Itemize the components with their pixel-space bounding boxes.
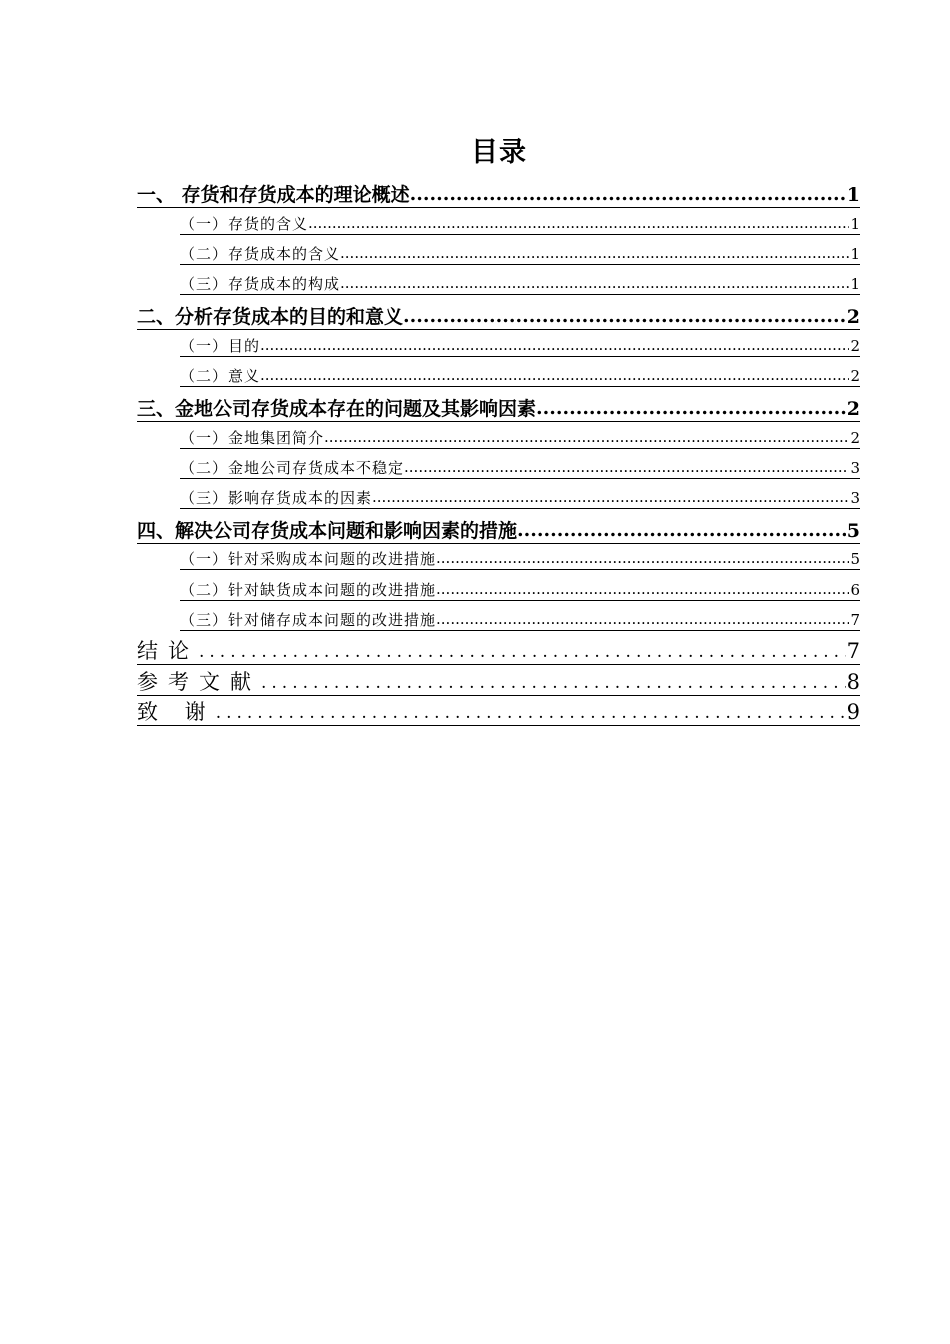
toc-entry-label: 结论 bbox=[137, 639, 199, 663]
toc-entry-label: （一）目的 bbox=[180, 337, 261, 355]
toc-entry[interactable] bbox=[180, 335, 860, 357]
toc-entry[interactable] bbox=[180, 457, 860, 479]
toc-entry-label: （一）存货的含义 bbox=[180, 215, 309, 233]
toc-dot-leader bbox=[410, 185, 846, 204]
toc-entry-label: （二）存货成本的含义 bbox=[180, 245, 341, 263]
toc-page-number: 8 bbox=[846, 670, 860, 694]
toc-entry-label: （二）意义 bbox=[180, 367, 261, 385]
toc-entry[interactable] bbox=[180, 213, 860, 235]
toc-entry[interactable] bbox=[180, 365, 860, 387]
toc-entry-label: （三）针对储存成本问题的改进措施 bbox=[180, 611, 437, 629]
toc-entry-label: 四、解决公司存货成本问题和影响因素的措施 bbox=[137, 520, 518, 542]
toc-dot-leader bbox=[340, 276, 849, 291]
toc-entry-label: （三）存货成本的构成 bbox=[180, 275, 341, 293]
toc-dot-leader bbox=[308, 216, 849, 231]
toc-dot-leader bbox=[517, 521, 846, 540]
page-title: 目录 bbox=[471, 137, 527, 168]
toc-page-number: 1 bbox=[846, 184, 860, 206]
toc-entry[interactable] bbox=[180, 609, 860, 631]
toc-entry-label: 参考文献 bbox=[137, 670, 261, 694]
toc-entry[interactable] bbox=[180, 487, 860, 509]
toc-dot-leader bbox=[260, 338, 849, 353]
toc-entry-label: （二）金地公司存货成本不稳定 bbox=[180, 459, 405, 477]
toc-dot-leader bbox=[403, 307, 846, 326]
toc-page-number: 1 bbox=[850, 245, 860, 263]
toc-entry-label: （一）金地集团简介 bbox=[180, 429, 325, 447]
toc-dot-leader bbox=[199, 644, 846, 661]
toc-page-number: 2 bbox=[850, 367, 860, 385]
toc-dot-leader bbox=[436, 551, 849, 566]
toc-entry[interactable] bbox=[137, 639, 860, 665]
toc-page-number: 7 bbox=[846, 639, 860, 663]
toc-page-number: 5 bbox=[846, 520, 860, 542]
toc-dot-leader bbox=[260, 368, 849, 383]
toc-entry-label: 二、分析存货成本的目的和意义 bbox=[137, 306, 404, 328]
toc-entry[interactable] bbox=[180, 273, 860, 295]
toc-entry-label: 致 谢 bbox=[137, 700, 216, 724]
toc-page-number: 7 bbox=[850, 611, 860, 629]
toc-dot-leader bbox=[261, 675, 846, 692]
toc-page-number: 2 bbox=[846, 306, 860, 328]
toc-entry[interactable] bbox=[137, 670, 860, 696]
toc-entry[interactable] bbox=[180, 579, 860, 601]
toc-page-number: 2 bbox=[846, 398, 860, 420]
toc-entry[interactable] bbox=[137, 700, 860, 726]
toc-dot-leader bbox=[536, 399, 846, 418]
toc-dot-leader bbox=[436, 612, 849, 627]
toc-dot-leader bbox=[436, 582, 849, 597]
toc-page-number: 2 bbox=[850, 337, 860, 355]
toc-page-number: 1 bbox=[850, 275, 860, 293]
toc-page-number: 5 bbox=[850, 550, 860, 568]
toc-entry[interactable] bbox=[137, 518, 860, 544]
toc-entry[interactable] bbox=[137, 304, 860, 330]
toc-entry-label: （三）影响存货成本的因素 bbox=[180, 489, 373, 507]
toc-entry-label: （二）针对缺货成本问题的改进措施 bbox=[180, 581, 437, 599]
toc-entry[interactable] bbox=[137, 396, 860, 422]
toc-page-number: 1 bbox=[850, 215, 860, 233]
toc-entry-label: （一）针对采购成本问题的改进措施 bbox=[180, 550, 437, 568]
toc-entry-label: 一、 存货和存货成本的理论概述 bbox=[137, 184, 410, 206]
toc-entry[interactable] bbox=[137, 182, 860, 208]
toc-page-number: 9 bbox=[846, 700, 860, 724]
toc-page-number: 6 bbox=[850, 581, 860, 599]
toc-entry-label: 三、金地公司存货成本存在的问题及其影响因素 bbox=[137, 398, 537, 420]
toc-entry[interactable] bbox=[180, 427, 860, 449]
toc-dot-leader bbox=[216, 705, 846, 722]
toc-page-number: 3 bbox=[850, 489, 860, 507]
toc-page-number: 3 bbox=[850, 459, 860, 477]
toc-dot-leader bbox=[324, 430, 849, 445]
toc-entry[interactable] bbox=[180, 548, 860, 570]
toc-dot-leader bbox=[404, 460, 849, 475]
toc-dot-leader bbox=[340, 246, 849, 261]
toc-dot-leader bbox=[372, 490, 849, 505]
toc-page-number: 2 bbox=[850, 429, 860, 447]
toc-entry[interactable] bbox=[180, 243, 860, 265]
